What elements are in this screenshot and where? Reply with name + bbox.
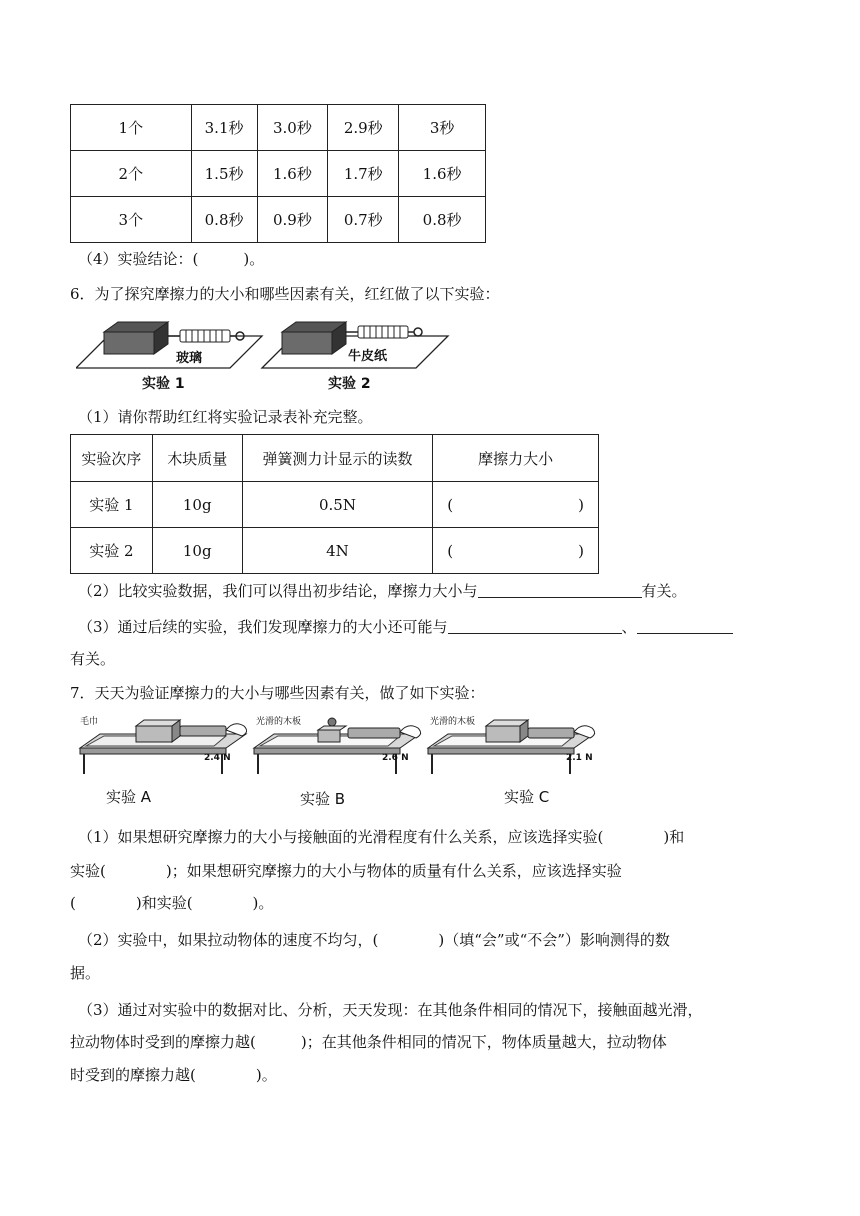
experiment-1-apparatus — [76, 322, 262, 392]
q6-sub2: （2）比较实验数据，我们可以得出初步结论，摩擦力大小与 有关。 — [78, 582, 687, 600]
q7-s2-line1: （2）实验中，如果拉动物体的速度不均匀，( )（填“会”或“不会”）影响测得的数 — [78, 931, 670, 949]
q6-sub3: （3）通过后续的实验，我们发现摩擦力的大小还可能与 、 — [78, 616, 733, 638]
q6-sub1: （1）请你帮助红红将实验记录表补充完整。 — [78, 408, 373, 426]
q7-s3-line1: （3）通过对实验中的数据对比、分析，天天发现：在其他条件相同的情况下，接触面越光滑， — [78, 1001, 703, 1019]
experiment-record-table — [70, 434, 599, 574]
experiment-b-label: 实验 B — [300, 790, 346, 808]
timing-table — [70, 104, 486, 243]
q7-s1-line1: （1）如果想研究摩擦力的大小与接触面的光滑程度有什么关系，应该选择实验( )和 — [78, 828, 685, 846]
surface-label-towel: 毛巾 — [80, 717, 99, 727]
q7-figure — [76, 712, 606, 810]
q6-title: 6．为了探究摩擦力的大小和哪些因素有关，红红做了以下实验： — [70, 285, 500, 303]
table-header-row: 实验次序 木块质量 弹簧测力计显示的读数 摩擦力大小 — [71, 435, 599, 482]
surface-label-glass: 玻璃 — [176, 351, 203, 366]
table-row: 1个 3.1秒 3.0秒 2.9秒 3秒 — [71, 105, 486, 151]
answer-blank[interactable] — [478, 581, 642, 598]
experiment-a-label: 实验 A — [106, 788, 152, 806]
experiment-c-apparatus — [428, 715, 595, 806]
q7-title: 7．天天为验证摩擦力的大小与哪些因素有关，做了如下实验： — [70, 684, 485, 702]
q7-s3-line2: 拉动物体时受到的摩擦力越( )；在其他条件相同的情况下，物体质量越大，拉动物体 — [70, 1033, 667, 1051]
experiment-c-label: 实验 C — [504, 788, 550, 806]
q6-figure — [76, 318, 456, 392]
answer-blank[interactable] — [637, 617, 733, 634]
surface-label-kraft-paper: 牛皮纸 — [348, 349, 388, 364]
experiment-a-apparatus — [80, 715, 247, 806]
answer-blank[interactable] — [448, 617, 622, 634]
surface-label-smooth-board-c: 光滑的木板 — [430, 717, 476, 727]
q6-sub3-end: 有关。 — [70, 650, 116, 668]
table-row: 实验 2 10g 4N ( ) — [71, 528, 599, 574]
surface-label-smooth-board-b: 光滑的木板 — [256, 717, 302, 727]
reading-c: 2.1 N — [566, 753, 593, 763]
experiment-2-label: 实验 2 — [328, 376, 371, 392]
friction-answer-cell[interactable]: ( ) — [433, 482, 599, 528]
table-row: 2个 1.5秒 1.6秒 1.7秒 1.6秒 — [71, 151, 486, 197]
q7-s1-line3: ( )和实验( )。 — [70, 894, 274, 912]
reading-b: 2.6 N — [382, 753, 409, 763]
experiment-2-apparatus — [262, 322, 448, 392]
table-row: 3个 0.8秒 0.9秒 0.7秒 0.8秒 — [71, 197, 486, 243]
table-row: 实验 1 10g 0.5N ( ) — [71, 482, 599, 528]
experiment-b-apparatus — [254, 715, 421, 808]
experiment-1-label: 实验 1 — [142, 376, 185, 392]
friction-answer-cell[interactable]: ( ) — [433, 528, 599, 574]
reading-a: 2.4 N — [204, 753, 231, 763]
q5-conclusion: （4）实验结论：( )。 — [78, 250, 265, 268]
q7-s2-line2: 据。 — [70, 964, 101, 982]
q7-s1-line2: 实验( )；如果想研究摩擦力的大小与物体的质量有什么关系，应该选择实验 — [70, 862, 622, 880]
q7-s3-line3: 时受到的摩擦力越( )。 — [70, 1066, 277, 1084]
